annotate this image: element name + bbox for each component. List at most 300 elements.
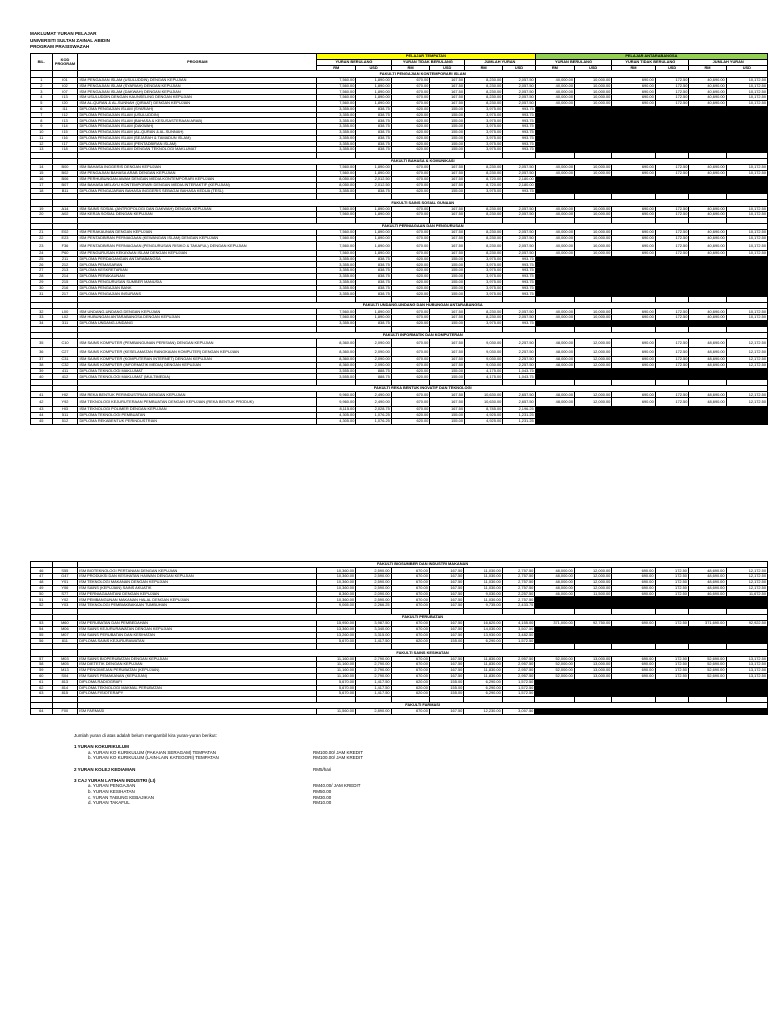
- col-head-usd: USD: [574, 65, 611, 71]
- local-fee: 838.75: [356, 279, 391, 285]
- international-fee: 10,000.00: [574, 315, 611, 321]
- program-name: DIPLOMA PENGAJIAN ISLAM (BAHASA & KESUSASTERAAN ARAB): [78, 118, 317, 124]
- program-code: L02: [52, 315, 78, 321]
- local-fee: 8,230.00: [464, 212, 502, 218]
- international-fee: 12,172.50: [726, 579, 767, 585]
- note-value: RM40.00/ JAM KREDIT: [313, 783, 361, 789]
- local-fee: 167.50: [430, 236, 465, 242]
- row-number: 11: [31, 135, 53, 141]
- local-fee: 7,560.00: [317, 315, 356, 321]
- local-fee: 620.00: [391, 374, 430, 380]
- row-number: 21: [31, 230, 53, 236]
- local-fee: 1,076.25: [356, 418, 391, 424]
- local-fee: 670.00: [391, 171, 430, 177]
- program-code: HI2: [52, 392, 78, 398]
- international-fee: 690.00: [612, 339, 655, 348]
- row-number: 56: [31, 638, 53, 644]
- local-fee: 3,355.00: [317, 291, 356, 297]
- local-fee: 1,890.00: [356, 236, 391, 242]
- international-fee: 690.00: [612, 362, 655, 368]
- local-fee: 2,266.25: [356, 603, 391, 609]
- program-code: L00: [52, 309, 78, 315]
- local-fee: 2,090.00: [356, 357, 391, 363]
- local-fee: 2,257.50: [503, 362, 535, 368]
- table-row: [31, 348, 768, 357]
- international-fee: 172.50: [655, 83, 689, 89]
- local-fee: 620.00: [391, 106, 430, 112]
- international-fee: 48,690.00: [689, 357, 726, 363]
- program-name: ISM PENGAJIAN ISLAM (SYARIAH) DENGAN KEPUJIAN: [78, 83, 317, 89]
- program-name: ISM UNDANG-UNDANG DENGAN KEPUJIAN: [78, 309, 317, 315]
- program-name: ISM KERJA SOSIAL DENGAN KEPUJIAN: [78, 212, 317, 218]
- local-fee: 167.50: [429, 579, 463, 585]
- col-head-yb: YURAN BERULANG: [317, 59, 392, 65]
- row-number: 6: [31, 106, 53, 112]
- local-fee: 1,572.50: [502, 679, 535, 685]
- international-fee: 10,000.00: [574, 212, 611, 218]
- local-fee: 16,620.00: [464, 621, 502, 627]
- local-fee: 3,975.00: [464, 118, 502, 124]
- program-code: M03: [52, 656, 78, 662]
- international-fee: 10,172.50: [726, 95, 767, 101]
- program-name: DIPLOMA TEKNOLOGI MAKLUMAT (MULTIMEDIA): [78, 374, 317, 380]
- local-fee: 993.75: [503, 118, 535, 124]
- row-number: 3: [31, 89, 53, 95]
- local-fee: 670.00: [391, 309, 430, 315]
- local-fee: 838.75: [356, 268, 391, 274]
- program-code: B06: [52, 176, 78, 182]
- local-fee: 993.75: [503, 147, 535, 153]
- local-fee: 1,417.50: [356, 691, 391, 697]
- local-fee: 10,360.00: [316, 597, 355, 603]
- local-fee: 9,735.00: [464, 603, 502, 609]
- international-fee: 40,690.00: [689, 77, 726, 83]
- local-fee: 155.00: [429, 679, 463, 685]
- local-fee: 1,890.00: [356, 100, 391, 106]
- local-fee: 2,057.50: [503, 212, 535, 218]
- program-name: ISM REKA BENTUK PERINDUSTRIAN DENGAN KEPUJIAN: [78, 392, 317, 398]
- international-fee: 40,690.00: [689, 100, 726, 106]
- program-code: B07: [52, 182, 78, 188]
- local-fee: 670.00: [391, 250, 430, 256]
- local-fee: 1,890.00: [356, 241, 391, 250]
- local-fee: 670.00: [391, 176, 430, 182]
- local-fee: 2,590.00: [356, 568, 391, 574]
- local-fee: 2,790.00: [356, 656, 391, 662]
- international-fee: 48,690.00: [689, 392, 726, 398]
- international-fee: 690.00: [612, 250, 655, 256]
- local-fee: 670.00: [391, 241, 430, 250]
- local-fee: 3,507.50: [502, 626, 535, 632]
- local-fee: 155.00: [430, 374, 465, 380]
- international-fee: 690.00: [612, 668, 655, 674]
- local-fee: 2,028.75: [356, 407, 391, 413]
- program-code: C31: [52, 357, 78, 363]
- local-fee: 838.75: [356, 321, 391, 327]
- local-fee: 670.00: [391, 83, 430, 89]
- local-fee: 620.00: [391, 262, 430, 268]
- local-fee: 670.00: [391, 230, 430, 236]
- international-fee: 92,750.00: [574, 621, 612, 627]
- local-fee: 2,057.50: [503, 309, 535, 315]
- local-fee: 3,975.00: [464, 279, 502, 285]
- local-fee: 7,560.00: [317, 230, 356, 236]
- local-fee: 2,257.50: [503, 348, 535, 357]
- international-fee: 172.50: [655, 568, 688, 574]
- local-fee: 993.75: [503, 268, 535, 274]
- table-row: [31, 241, 768, 250]
- international-fee: 40,000.00: [535, 206, 574, 212]
- local-fee: 3,057.50: [502, 709, 535, 715]
- local-fee: 670.00: [391, 339, 430, 348]
- local-fee: 3,975.00: [464, 256, 502, 262]
- local-fee: 2,590.00: [356, 585, 391, 591]
- international-fee: 10,000.00: [574, 241, 611, 250]
- note-value: RM10.00: [313, 800, 332, 806]
- local-fee: 11,160.00: [316, 656, 355, 662]
- international-fee: 10,000.00: [574, 250, 611, 256]
- local-fee: 620.00: [391, 141, 430, 147]
- local-fee: 1,572.50: [502, 638, 535, 644]
- local-fee: 11,560.00: [316, 709, 355, 715]
- faculty-name: FAKULTI UNDANG-UNDANG DAN HUBUNGAN ANTARABANGSA: [78, 303, 768, 309]
- local-fee: 3,355.00: [317, 188, 356, 194]
- col-head-rm: RM: [689, 65, 726, 71]
- local-fee: 167.50: [430, 206, 465, 212]
- program-name: ISM PRODUKSI DAN KESIHATAN HAIWAN DENGAN KEPUJIAN: [78, 574, 316, 580]
- local-fee: 838.75: [356, 274, 391, 280]
- local-fee: 155.00: [430, 188, 465, 194]
- local-fee: 838.75: [356, 285, 391, 291]
- international-fee: 92,922.50: [726, 621, 767, 627]
- program-code: I13: [52, 95, 78, 101]
- program-name: ISM TEKNOLOGI POLIMER DENGAN KEPUJIAN: [78, 407, 317, 413]
- local-fee: 4,175.00: [464, 368, 502, 374]
- local-fee: 2,757.50: [502, 597, 535, 603]
- local-fee: 2,657.50: [503, 398, 535, 407]
- local-fee: 8,720.00: [464, 176, 502, 182]
- local-fee: 1,890.00: [356, 250, 391, 256]
- program-code: 215: [52, 279, 78, 285]
- faculty-name: FAKULTI PERUBATAN: [78, 614, 768, 620]
- local-fee: 4,925.00: [464, 418, 502, 424]
- international-fee: 10,000.00: [574, 206, 611, 212]
- local-fee: 1,076.25: [356, 412, 391, 418]
- program-name: ISM BAHASA INGGERIS DENGAN KEPUJIAN: [78, 165, 317, 171]
- international-fee: 690.00: [612, 568, 655, 574]
- international-fee: 10,172.50: [726, 100, 767, 106]
- row-number: 9: [31, 124, 53, 130]
- program-name: DIPLOMA PENGAJIAN ISLAM DENGAN TEKNOLOGI MAKLUMAT: [78, 147, 317, 153]
- international-fee: 172.50: [655, 579, 688, 585]
- local-fee: 838.75: [356, 262, 391, 268]
- note-item: b. YURAN KO KURIKULUM (LAIN-LAIN KATEGORI) TEMPATAN: [88, 755, 219, 761]
- local-fee: 7,560.00: [317, 236, 356, 242]
- program-name: ISM SAINS KEJURURAWATAN DENGAN KEPUJIAN: [78, 626, 316, 632]
- program-code: 214: [52, 274, 78, 280]
- note-item: c. YURAN TABUNG KEBAJIKAN: [88, 794, 155, 800]
- local-fee: 620.00: [391, 321, 430, 327]
- local-fee: 838.75: [356, 188, 391, 194]
- local-fee: 993.75: [503, 188, 535, 194]
- not-offered-cell: [535, 709, 768, 715]
- local-fee: 3,975.00: [464, 112, 502, 118]
- local-fee: 3,355.00: [317, 279, 356, 285]
- col-head-rm: RM: [391, 65, 430, 71]
- local-fee: 620.00: [391, 691, 429, 697]
- local-fee: 3,975.00: [464, 129, 502, 135]
- program-name: ISM PENGURUSAN KEKAYAAN ISLAM DENGAN KEPUJIAN: [78, 250, 317, 256]
- local-fee: 620.00: [391, 124, 430, 130]
- local-fee: 155.00: [430, 124, 465, 130]
- row-number: 62: [31, 685, 53, 691]
- international-fee: 172.50: [655, 206, 689, 212]
- table-body: [31, 562, 768, 715]
- international-fee: 48,000.00: [535, 339, 574, 348]
- program-name: ISM PENGAJIAN ISLAM (USULUDDIN) DENGAN KEPUJIAN: [78, 77, 317, 83]
- local-fee: 12,230.00: [464, 709, 502, 715]
- international-fee: 10,172.50: [726, 77, 767, 83]
- international-fee: 12,000.00: [574, 579, 612, 585]
- international-fee: 10,172.50: [726, 212, 767, 218]
- international-fee: 172.50: [655, 398, 689, 407]
- international-fee: 690.00: [612, 315, 655, 321]
- international-fee: 371,690.00: [688, 621, 726, 627]
- international-fee: 172.50: [655, 171, 689, 177]
- col-head-program: PROGRAM: [78, 54, 317, 71]
- local-fee: 1,890.00: [356, 89, 391, 95]
- row-number: 18: [31, 188, 53, 194]
- program-name: ISM TEKNOLOGI PEMBIAKBAKAAN TUMBUHAN: [78, 603, 316, 609]
- local-fee: 3,355.00: [317, 112, 356, 118]
- col-head-rm: RM: [317, 65, 356, 71]
- local-fee: 8,230.00: [464, 206, 502, 212]
- program-code: I11: [52, 106, 78, 112]
- local-fee: 9,065.00: [316, 603, 355, 609]
- local-fee: 11,160.00: [316, 668, 355, 674]
- program-code: A14: [52, 206, 78, 212]
- international-fee: 10,000.00: [574, 89, 611, 95]
- row-number: 38: [31, 362, 53, 368]
- program-name: ISM FARMASI: [78, 709, 316, 715]
- international-fee: 12,000.00: [574, 362, 611, 368]
- program-code: P60: [52, 250, 78, 256]
- local-fee: 2,057.50: [503, 89, 535, 95]
- local-fee: 1,890.00: [356, 165, 391, 171]
- local-fee: 7,560.00: [317, 83, 356, 89]
- row-number: 7: [31, 112, 53, 118]
- local-fee: 1,043.75: [503, 368, 535, 374]
- local-fee: 1,890.00: [356, 77, 391, 83]
- local-fee: 3,355.00: [317, 141, 356, 147]
- local-fee: 3,355.00: [317, 256, 356, 262]
- local-fee: 155.00: [430, 321, 465, 327]
- local-fee: 11,830.00: [464, 668, 502, 674]
- row-number: 39: [31, 368, 53, 374]
- international-fee: 52,690.00: [688, 662, 726, 668]
- faculty-name: FAKULTI FARMASI: [78, 702, 768, 708]
- program-name: DIPLOMA TEKNOLOGI PEMBUATAN: [78, 412, 317, 418]
- row-number: 36: [31, 348, 53, 357]
- col-head-international: PELAJAR ANTARABANGSA: [535, 54, 767, 60]
- local-fee: 1,231.25: [503, 418, 535, 424]
- row-number: 35: [31, 339, 53, 348]
- local-fee: 155.00: [430, 412, 465, 418]
- program-name: DIPLOMA REKABENTUK PERINDUSTRIAN: [78, 418, 317, 424]
- international-fee: 172.50: [655, 348, 689, 357]
- local-fee: 838.75: [356, 112, 391, 118]
- row-number: 19: [31, 206, 53, 212]
- local-fee: 8,230.00: [464, 236, 502, 242]
- row-number: 43: [31, 407, 53, 413]
- local-fee: 155.00: [430, 368, 465, 374]
- international-fee: 690.00: [612, 77, 655, 83]
- local-fee: 1,890.00: [356, 230, 391, 236]
- local-fee: 167.50: [430, 95, 465, 101]
- local-fee: 1,890.00: [356, 95, 391, 101]
- program-code: S55: [52, 568, 78, 574]
- local-fee: 993.75: [503, 274, 535, 280]
- local-fee: 2,180.00: [503, 176, 535, 182]
- local-fee: 11,830.00: [464, 656, 502, 662]
- local-fee: 10,630.00: [464, 398, 502, 407]
- row-number: 37: [31, 357, 53, 363]
- local-fee: 155.00: [430, 141, 465, 147]
- faculty-name: FAKULTI REKA BENTUK INOVATIF DAN TEKNOLOGI: [78, 386, 768, 392]
- local-fee: 2,490.00: [356, 392, 391, 398]
- international-fee: 172.50: [655, 585, 688, 591]
- program-code: M07: [52, 632, 78, 638]
- program-code: C27: [52, 348, 78, 357]
- local-fee: 3,975.00: [464, 124, 502, 130]
- local-fee: 11,030.00: [464, 597, 502, 603]
- col-head-rm: RM: [612, 65, 655, 71]
- local-fee: 11,030.00: [464, 585, 502, 591]
- fee-table-part-1: [30, 53, 768, 425]
- international-fee: 172.50: [655, 621, 688, 627]
- program-name: ISM PERNIAGAANTANI DENGAN KEPUJIAN: [78, 591, 316, 597]
- international-fee: 52,000.00: [535, 668, 575, 674]
- international-fee: 690.00: [612, 621, 655, 627]
- local-fee: 2,012.50: [356, 176, 391, 182]
- program-code: G47: [52, 574, 78, 580]
- program-code: 216: [52, 285, 78, 291]
- row-number: 57: [31, 656, 53, 662]
- local-fee: 620.00: [391, 418, 430, 424]
- local-fee: 167.50: [430, 89, 465, 95]
- program-name: DIPLOMA PENGAJIAN ISLAM (SYARIAH): [78, 106, 317, 112]
- local-fee: 3,340.00: [356, 626, 391, 632]
- local-fee: 670.00: [391, 585, 429, 591]
- local-fee: 3,975.00: [464, 147, 502, 153]
- international-fee: 690.00: [612, 95, 655, 101]
- local-fee: 2,757.50: [502, 568, 535, 574]
- local-fee: 7,560.00: [317, 165, 356, 171]
- local-fee: 838.75: [356, 106, 391, 112]
- international-fee: 48,690.00: [689, 339, 726, 348]
- local-fee: 620.00: [391, 112, 430, 118]
- local-fee: 3,355.00: [317, 135, 356, 141]
- col-head-jy: JUMLAH YURAN: [689, 59, 768, 65]
- international-fee: 12,000.00: [574, 392, 611, 398]
- local-fee: 2,590.00: [356, 574, 391, 580]
- local-fee: 8,360.00: [317, 348, 356, 357]
- local-fee: 10,360.00: [316, 568, 355, 574]
- row-number: 10: [31, 129, 53, 135]
- local-fee: 167.50: [430, 241, 465, 250]
- note-value: RM30.00: [313, 794, 332, 800]
- international-fee: 172.50: [655, 574, 688, 580]
- local-fee: 155.00: [429, 691, 463, 697]
- local-fee: 167.50: [429, 626, 463, 632]
- international-fee: 172.50: [655, 165, 689, 171]
- local-fee: 2,090.00: [356, 591, 391, 597]
- international-fee: 48,000.00: [535, 348, 574, 357]
- local-fee: 9,030.00: [464, 348, 502, 357]
- local-fee: 167.50: [430, 230, 465, 236]
- local-fee: 620.00: [391, 685, 429, 691]
- international-fee: 40,000.00: [535, 100, 574, 106]
- col-head-usd: USD: [356, 65, 391, 71]
- international-fee: 12,172.50: [726, 362, 767, 368]
- program-code: I14: [52, 124, 78, 130]
- program-code: I20: [52, 100, 78, 106]
- international-fee: 690.00: [612, 206, 655, 212]
- program-code: 511: [52, 412, 78, 418]
- local-fee: 670.00: [391, 392, 430, 398]
- program-name: ISM BAHASA MELAYU KONTEMPORARI DENGAN MEDIA INTERAKTIF (KEPUJIAN): [78, 182, 317, 188]
- row-number: 52: [31, 603, 53, 609]
- international-fee: 10,172.50: [726, 241, 767, 250]
- international-fee: 10,000.00: [574, 77, 611, 83]
- program-code: I12: [52, 112, 78, 118]
- row-number: 59: [31, 668, 53, 674]
- local-fee: 3,355.00: [317, 285, 356, 291]
- local-fee: 670.00: [391, 632, 429, 638]
- col-head-usd: USD: [726, 65, 767, 71]
- local-fee: 7,560.00: [317, 95, 356, 101]
- local-fee: 670.00: [391, 362, 430, 368]
- international-fee: 40,690.00: [689, 230, 726, 236]
- local-fee: 5,670.00: [316, 691, 355, 697]
- local-fee: 2,790.00: [356, 668, 391, 674]
- local-fee: 888.75: [356, 374, 391, 380]
- local-fee: 8,115.00: [317, 407, 356, 413]
- local-fee: 167.50: [430, 315, 465, 321]
- local-fee: 670.00: [391, 597, 429, 603]
- local-fee: 8,230.00: [464, 77, 502, 83]
- row-number: 1: [31, 77, 53, 83]
- local-fee: 2,257.50: [503, 339, 535, 348]
- local-fee: 620.00: [391, 256, 430, 262]
- program-name: ISM SAINS KOMPUTER (KESELAMATAN RANGKAIAN KOMPUTER) DENGAN KEPUJIAN: [78, 348, 317, 357]
- international-fee: 48,000.00: [535, 392, 574, 398]
- international-fee: 10,000.00: [574, 165, 611, 171]
- col-head-kod: KOD PROGRAM: [52, 54, 78, 71]
- row-number: 33: [31, 315, 53, 321]
- local-fee: 620.00: [391, 135, 430, 141]
- international-fee: 10,172.50: [726, 309, 767, 315]
- local-fee: 8,230.00: [464, 95, 502, 101]
- row-number: 32: [31, 309, 53, 315]
- table-row: [31, 398, 768, 407]
- local-fee: 2,057.50: [503, 241, 535, 250]
- program-name: ISM AL-QURAN & AL-SUNNAH (QIRAAT) DENGAN KEPUJIAN: [78, 100, 317, 106]
- row-number: 47: [31, 574, 53, 580]
- local-fee: 155.00: [430, 129, 465, 135]
- local-fee: 620.00: [391, 274, 430, 280]
- international-fee: 48,000.00: [535, 568, 575, 574]
